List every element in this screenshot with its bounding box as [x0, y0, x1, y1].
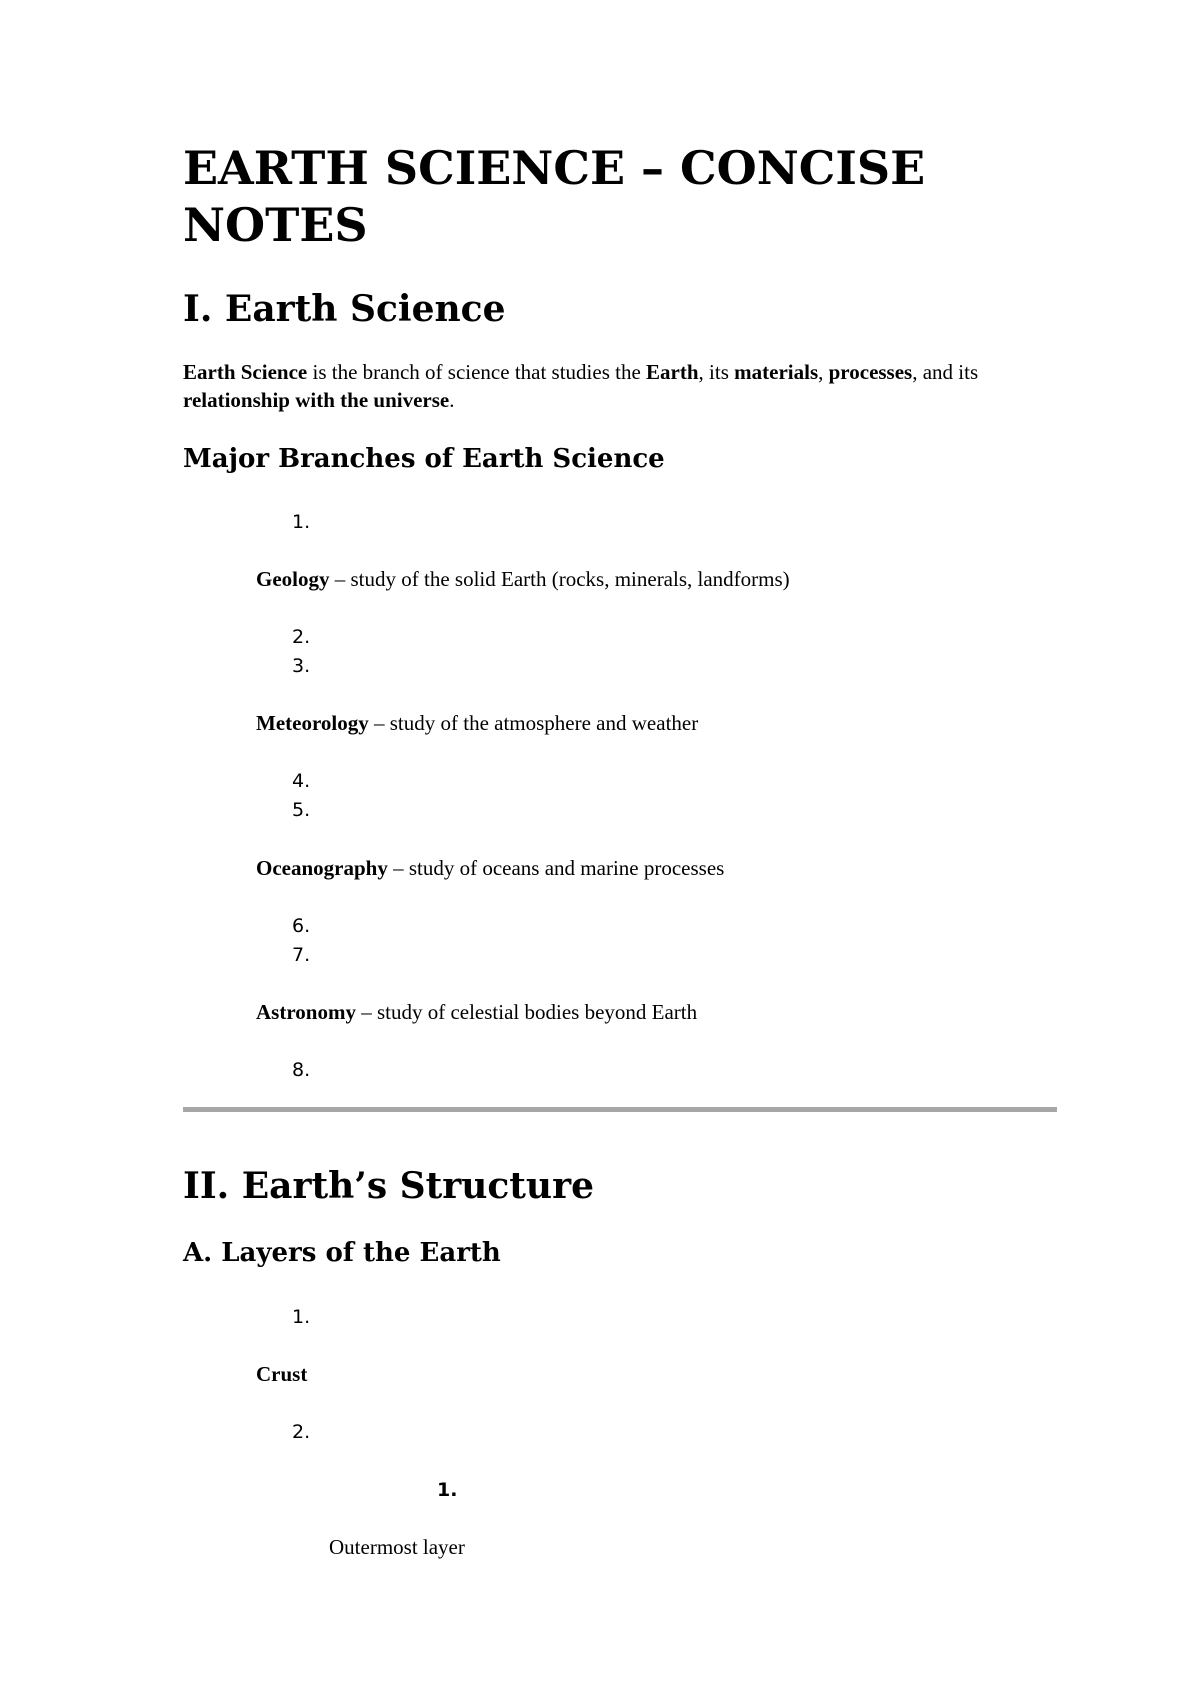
- section-heading-earths-structure: II. Earth’s Structure: [183, 1165, 594, 1207]
- list-number: 1.: [292, 511, 311, 533]
- layer-crust: Crust: [256, 1362, 308, 1386]
- sub-item-outermost-layer: Outermost layer: [329, 1535, 465, 1559]
- intro-term: Earth Science: [183, 360, 308, 384]
- list-number: 3.: [292, 655, 311, 677]
- subheading-major-branches: Major Branches of Earth Science: [183, 444, 665, 474]
- document-title: EARTH SCIENCE – CONCISE NOTES: [183, 141, 926, 252]
- intro-paragraph: Earth Science is the branch of science that studies the Earth, its materials, processes, and its relationship with the universe.: [183, 360, 979, 412]
- list-number: 6.: [292, 915, 311, 937]
- list-number: 8.: [292, 1059, 311, 1081]
- branch-oceanography: Oceanography – study of oceans and marine processes: [256, 856, 725, 880]
- sub-list-number: 1.: [437, 1479, 458, 1501]
- section-heading-earth-science: I. Earth Science: [183, 288, 506, 330]
- list-number: 2.: [292, 1421, 311, 1443]
- branch-geology: Geology – study of the solid Earth (rocks, minerals, landforms): [256, 567, 790, 591]
- horizontal-divider: [183, 1107, 1057, 1112]
- list-number: 1.: [292, 1306, 311, 1328]
- branch-meteorology: Meteorology – study of the atmosphere and weather: [256, 711, 699, 735]
- subheading-layers-of-earth: A. Layers of the Earth: [183, 1238, 501, 1268]
- list-number: 7.: [292, 944, 311, 966]
- list-number: 4.: [292, 770, 311, 792]
- list-number: 2.: [292, 626, 311, 648]
- branch-astronomy: Astronomy – study of celestial bodies beyond Earth: [256, 1000, 698, 1024]
- list-number: 5.: [292, 799, 311, 821]
